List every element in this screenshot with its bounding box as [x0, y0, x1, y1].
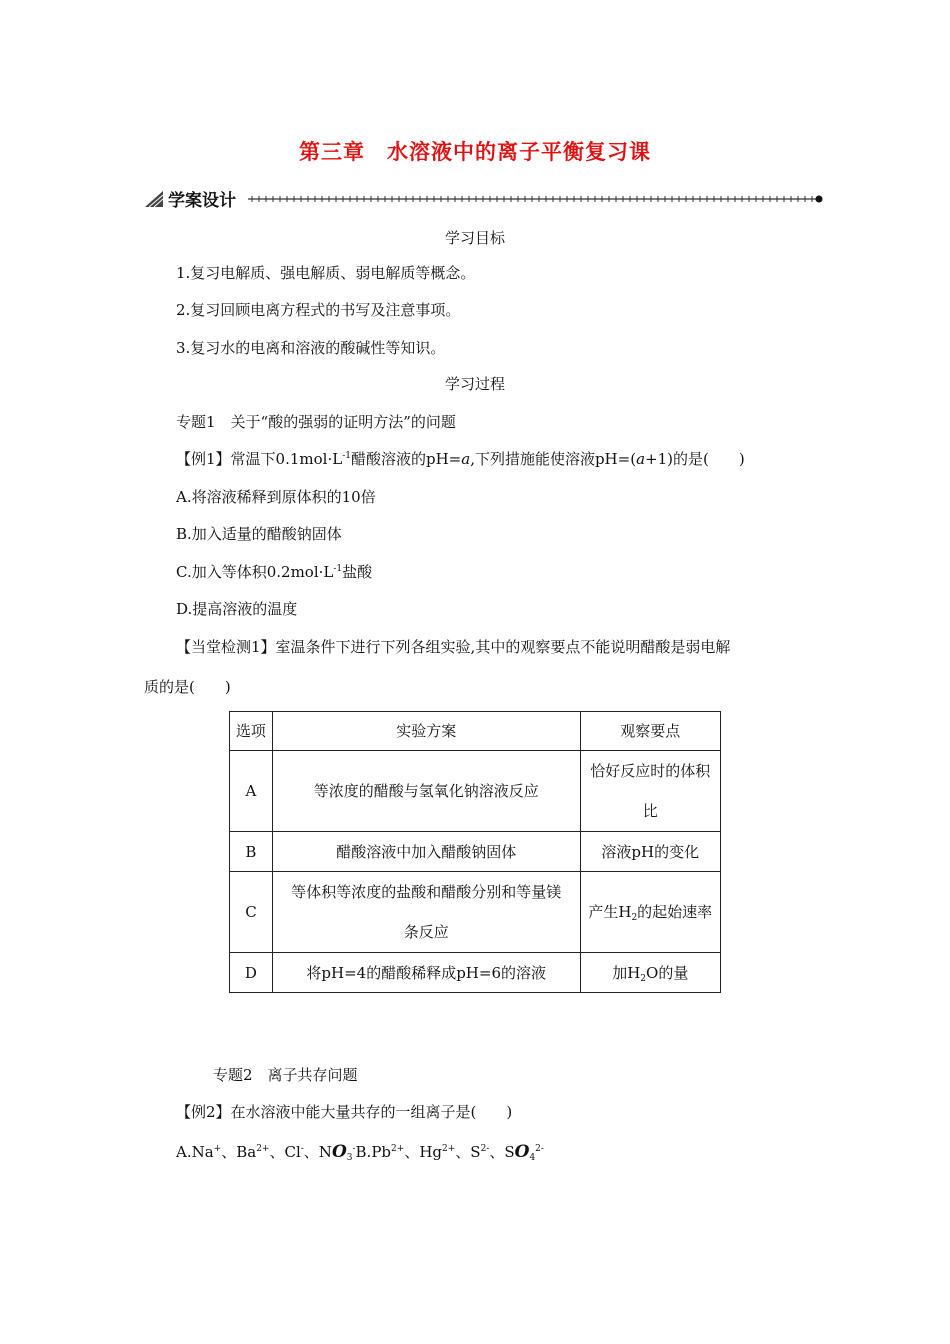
table-cell: A [230, 751, 273, 832]
goal-item: 3.复习水的电离和溶液的酸碱性等知识。 [176, 339, 446, 357]
table-cell: 等体积等浓度的盐酸和醋酸分别和等量镁 条反应 [272, 872, 580, 953]
dotted-rule [248, 192, 824, 206]
check-tag: 【当堂检测1】 [176, 638, 276, 656]
example-tag: 【例2】 [176, 1103, 231, 1121]
table-cell: 将pH=4的醋酸稀释成pH=6的溶液 [272, 953, 580, 993]
table-row [230, 872, 721, 953]
table-cell: 溶液pH的变化 [580, 832, 720, 872]
banner-label: 学案设计 [168, 191, 236, 211]
table-header-row [230, 712, 721, 751]
goals-heading: 学习目标 [444, 229, 505, 247]
check-1-question-cont: 质的是( ) [144, 678, 231, 696]
section-banner [144, 186, 824, 212]
process-heading: 学习过程 [444, 375, 505, 393]
option-d: D.提高溶液的温度 [176, 600, 298, 618]
goal-item: 1.复习电解质、强电解质、弱电解质等概念。 [176, 264, 476, 282]
table-cell: D [230, 953, 273, 993]
page-title: 第三章 水溶液中的离子平衡复习课 [299, 140, 651, 164]
table-cell: 加$H_2O$的量 [580, 953, 720, 993]
topic-2-heading: 专题2 离子共存问题 [213, 1066, 358, 1084]
example-2-options: A.Na+、$Ba^{2+}$、Cl-、$NO_3^-B.Pb^{2+}$、$Hg^{2+}$、$S^{2-}$、$SO_4^{2-}$ [176, 1142, 544, 1163]
table-cell: 恰好反应时的体积 比 [580, 751, 720, 832]
option-a: A.将溶液稀释到原体积的10倍 [176, 488, 376, 506]
table-header: 选项 [230, 712, 273, 751]
triangle-icon [144, 190, 164, 208]
table-cell: C [230, 872, 273, 953]
table-row [230, 751, 721, 832]
table-header: 观察要点 [580, 712, 720, 751]
check-1-question: 【当堂检测1】室温条件下进行下列各组实验,其中的观察要点不能说明醋酸是弱电解 [176, 638, 731, 656]
example-1-question: 【例1】常温下$0.1mol\cdot L^{-1}$醋酸溶液的pH=a,下列措施能使溶液pH=(a+1)的是( ) [176, 450, 745, 468]
example-2-question: 【例2】在水溶液中能大量共存的一组离子是( ) [176, 1103, 513, 1121]
table-cell: 等浓度的醋酸与氢氧化钠溶液反应 [272, 751, 580, 832]
table-header: 实验方案 [272, 712, 580, 751]
table-cell: 醋酸溶液中加入醋酸钠固体 [272, 832, 580, 872]
table-row [230, 832, 721, 872]
experiment-table [229, 711, 721, 993]
table-row [230, 953, 721, 993]
option-b: B.加入适量的醋酸钠固体 [176, 525, 342, 543]
option-c: C.加入等体积$0.2mol\cdot L^{-1}$盐酸 [176, 563, 373, 581]
goal-item: 2.复习回顾电离方程式的书写及注意事项。 [176, 301, 461, 319]
example-tag: 【例1】 [176, 450, 231, 468]
table-cell: B [230, 832, 273, 872]
table-cell: 产生$H_2$的起始速率 [580, 872, 720, 953]
topic-1-heading: 专题1 关于“酸的强弱的证明方法”的问题 [176, 413, 456, 431]
